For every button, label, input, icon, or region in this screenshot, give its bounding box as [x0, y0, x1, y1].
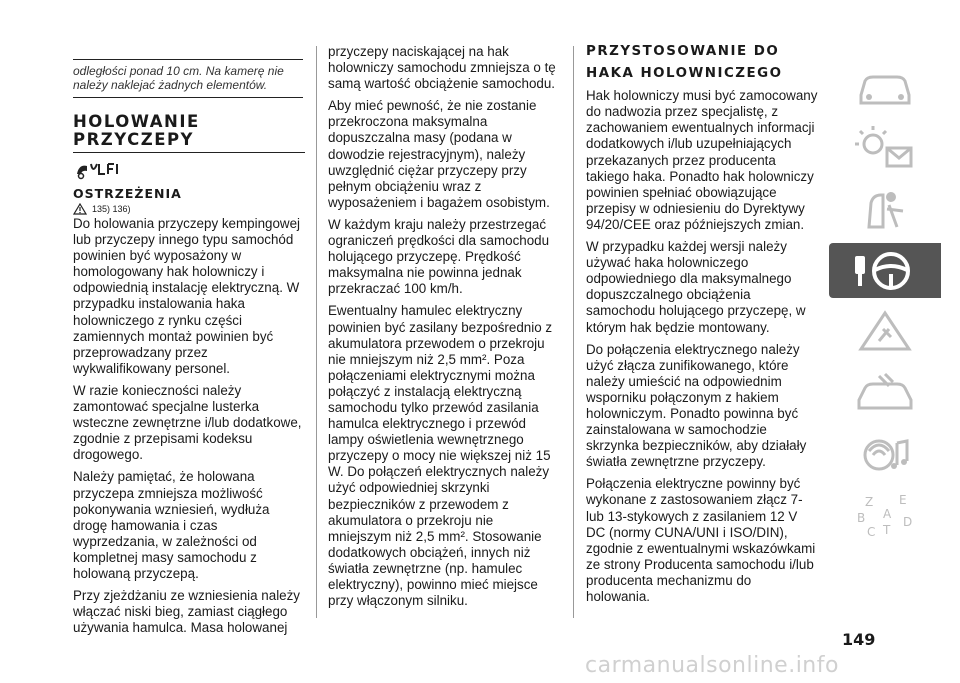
paragraph: przyczepy naciskającej na hak holowniczy samochodu zmniejsza o tę samą wartość obciążenie samochodu.: [328, 44, 556, 92]
column-divider: [316, 46, 317, 618]
paragraph: Ewentualny hamulec elektryczny powinien być zasilany bezpośrednio z akumulatora przewodem o przekroju nie mniejszym niż 2,5 mm². Poza połączeniami elektrycznymi można połączyć z instalacją elektryczną samochodu tylko przewód zasilania hamulca elektrycznego i przewód lampy oświetlenia wewnętrznego przyczepy o mocy nie większej niż 15 W. Do połączeń elektrycznych należy użyć odpowiedniej skrzynki bezpieczników z przewodem z akumulatora o przekroju nie mniejszym niż 2,5 mm². Stosowanie dodatkowych obciążeń, innych niż światła zewnętrzne (np. hamulec elektryczny), powinno mieć miejsce przy włączonym silniku.: [328, 303, 553, 609]
tab-driving[interactable]: [829, 243, 941, 298]
steering-wheel-icon: [849, 248, 921, 294]
svg-text:T: T: [883, 522, 891, 537]
warning-row: [73, 203, 131, 215]
svg-text:D: D: [903, 514, 913, 529]
tab-index[interactable]: [829, 487, 941, 542]
paragraph: Aby mieć pewność, że nie zostanie przekroczona maksymalna dopuszczalna masy (podana w dowodzie rejestracyjnym), należy uwzględnić ciężar przyczepy przy pełnym obciążeniu wraz z wyposażeniem i bagażem osobistym.: [328, 98, 550, 210]
section-title-line2: PRZYCZEPY: [73, 130, 195, 149]
paragraph: Do połączenia elektrycznego należy użyć złącza zunifikowanego, które należy umieścić na odpowiednim wsporniku połączonym z hakiem holowniczym. Ponadto powinna być zainstalowana w samochodzie skrzynka bezpieczników, aby działały światła zewnętrzne przyczepy.: [586, 341, 807, 470]
column-divider: [573, 46, 574, 618]
media-icon: [849, 431, 921, 477]
maintenance-icon: [849, 370, 921, 416]
tab-maintenance[interactable]: [829, 365, 941, 420]
chapter-sidebar: [829, 60, 941, 548]
paragraph: Należy pamiętać, że holowana przyczepa zmniejsza możliwość pokonywania wzniesień, wydłuża drogę hamowania i czas wyprzedzania, w zależności od kompletnej masy samochodu z holowaną przyczepą.: [73, 469, 270, 581]
subsection-title: OSTRZEŻENIA: [73, 186, 182, 201]
note-box: odległości ponad 10 cm. Na kamerę nie należy naklejać żadnych elementów.: [73, 59, 303, 98]
warning-lights-icon: [849, 126, 921, 172]
seatbelt-safety-icon: [849, 187, 921, 233]
page-number: 149: [842, 630, 876, 649]
svg-text:A: A: [883, 506, 892, 521]
tab-multimedia[interactable]: [829, 426, 941, 481]
tow-hook-icon: [75, 160, 121, 180]
paragraph: Połączenia elektryczne powinny być wykonane z zastosowaniem złącz 7-lub 13-stykowych z zasilaniem 12 V DC (normy CUNA/UNI i ISO/DIN), zgodnie z ewentualnymi wskazówkami ze strony Producenta samochodu i/lub producenta mechanizmu do holowania.: [586, 476, 816, 604]
column-3: [586, 44, 818, 611]
section-title-line1: HOLOWANIE: [73, 112, 200, 131]
column-2: [328, 44, 560, 615]
tab-car[interactable]: [829, 60, 941, 115]
svg-text:C: C: [867, 524, 876, 538]
svg-text:B: B: [857, 510, 866, 525]
paragraph: Do holowania przyczepy kempingowej lub przyczepy innego typu samochód powinien być wyposażony w homologowany hak holowniczy i odpowiednią instalację elektryczną. W przypadku instalowania haka holowniczego z rynku części zamiennych montaż powinien być przeprowadzany przez wykwalifikowany personel.: [73, 216, 301, 376]
section-title-przystosowanie: [586, 44, 818, 82]
column-1: [73, 216, 305, 642]
paragraph: W każdym kraju należy przestrzegać ograniczeń prędkości dla samochodu holującego przyczepę. Prędkość maksymalna nie powinna jednak przekraczać 100 km/h.: [328, 216, 550, 297]
tab-warning-lights[interactable]: [829, 121, 941, 176]
paragraph: Hak holowniczy musi być zamocowany do nadwozia przez specjalistę, z zachowaniem ewentualnych informacji dodatkowych i/lub uzupełniających przekazanych przez producenta takiego haka. Ponadto hak holowniczy powinien spełniać obowiązujące przepisy w odniesieniu do Dyrektywy 94/20/CEE oraz późniejszych zmian.: [586, 88, 818, 232]
paragraph: W przypadku każdej wersji należy używać haka holowniczego odpowiedniego dla maksymalnego dopuszczalnego obciążenia samochodu holującego przyczepę, w którym hak będzie montowany.: [586, 239, 806, 335]
car-icon: [849, 65, 921, 111]
warning-triangle-icon: [73, 203, 87, 215]
watermark: carmanualsonline.info: [585, 653, 839, 678]
tab-breakdown[interactable]: [829, 304, 941, 359]
tab-safety[interactable]: [829, 182, 941, 237]
paragraph: Przy zjeżdżaniu ze wzniesienia należy włączać niski bieg, zamiast ciągłego używania hamulca. Masa holowanej: [73, 588, 301, 636]
breakdown-icon: [849, 309, 921, 355]
warning-refs: 135) 136): [92, 204, 131, 214]
section-title-line2: HAKA HOLOWNICZEGO: [586, 66, 783, 82]
svg-text:Z: Z: [865, 494, 874, 509]
section-title-holowanie: [73, 113, 305, 153]
section-title-line1: PRZYSTOSOWANIE DO: [586, 44, 780, 59]
svg-text:E: E: [899, 492, 907, 507]
index-icon: [849, 492, 921, 538]
paragraph: W razie konieczności należy zamontować specjalne lusterka wsteczne zewnętrzne i/lub dodatkowe, zgodnie z przepisami kodeksu drogowego.: [73, 382, 302, 463]
